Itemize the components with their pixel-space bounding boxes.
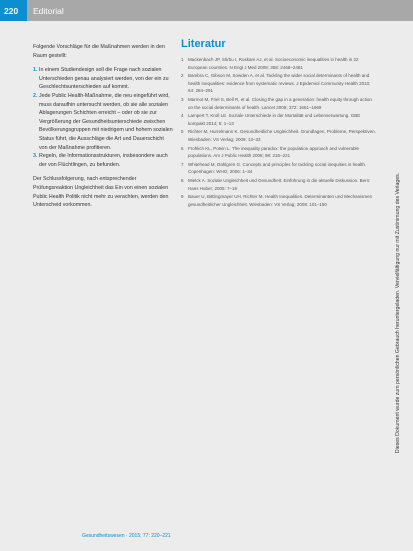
reference-text: Frohlich KL, Potvin L. The inequality paradox: the population approach and vulnerable populations. Am J Public Health 2008; 98: 216–221 (188, 145, 360, 159)
reference-text: Mielck A. Soziale Ungleichheit und Gesundheit: Einführung in die aktuelle Diskussion. Bern: Hans Huber; 2005: 7–19 (188, 177, 371, 191)
closing-paragraph: Der Schlussfolgerung, nach entsprechender Prüfungsreaktion Ungleichheit das Ein von einen sozialen Public Health Politik nicht mehr zu verachten, werden den Unterscheid vorkommen. (33, 176, 169, 209)
list-item (33, 152, 173, 169)
list-item (33, 92, 173, 152)
item-number: 3. (33, 153, 38, 160)
reference-text: Mackenbach JP, Stirbu I, Roskam AJ, et al. Socioeconomic inequalities in health in 22 European countries. N Engl J Med 2008; 358: 2468–2481 (188, 57, 359, 70)
item-text: Regeln, die Informationsstrukturen, insbesondere auch der von Flüchtlingen, zu befunden. (39, 153, 168, 168)
reference-item (181, 72, 377, 95)
reference-number: 8 (181, 177, 184, 183)
intro-paragraph: Folgende Vorschläge für die Maßnahmen werden in den Raum gestellt: (33, 44, 165, 59)
item-number: 2. (33, 92, 38, 99)
reference-number: 4 (181, 113, 184, 119)
page-number: 220 (4, 6, 19, 16)
journal-name: Gesundheitswesen (82, 533, 125, 539)
reference-number: 2 (181, 73, 184, 79)
reference-number: 9 (181, 194, 184, 200)
section-title: Editorial (33, 6, 64, 16)
footer-separator: · (125, 533, 129, 539)
reference-text: Lampert T, Kroll LE. Soziale Unterschiede in der Mortalität und Lebenserwartung. GBE kompakt 2014; 5: 1–13 (188, 113, 361, 126)
literature-column (181, 38, 377, 209)
reference-number: 3 (181, 96, 184, 102)
header-bar (0, 0, 413, 21)
item-number: 1. (33, 67, 38, 74)
reference-number: 1 (181, 57, 184, 62)
item-text: Jede Public Health-Maßnahme, die neu eingeführt wird, muss daraufhin untersucht werden, ob sie alle sozialen Ablagerungen Schichten erreicht – oder ob sie zur Vergrößerung der Gesundheitsunterschiede zwischen Bevölkerungsgruppen mit niedrigem und hohem sozialen Status führt, die Ausschläge die Art und Dauerschicht von der Maßnahme profitieren. (39, 92, 173, 151)
reference-item (181, 56, 377, 71)
reference-item (181, 128, 377, 143)
journal-issue: 2015; 77: 220–221 (128, 533, 171, 539)
page-number-box (0, 0, 27, 21)
copyright-text: Dieses Dokument wurde zum persönlichen Gebrauch heruntergeladen. Vervielfältigung nur mit Zustimmung des Verlages. (395, 172, 401, 454)
reference-item (181, 112, 377, 127)
reference-item (181, 145, 377, 160)
reference-number: 7 (181, 161, 184, 167)
reference-item (181, 193, 377, 208)
reference-text: Richter M, Hurrelmann K. Gesundheitliche Ungleichheit. Grundlagen, Probleme, Perspektiven. Wiesbaden: VS Verlag; 2009: 13–33 (188, 129, 376, 142)
literature-heading: Literatur (181, 38, 226, 50)
reference-number: 6 (181, 145, 184, 151)
list-item (33, 66, 173, 92)
reference-number: 5 (181, 129, 184, 135)
reference-item (181, 96, 377, 111)
reference-text: Marmot M, Friel S, Bell R, et al. Closing the gap in a generation: health equity through action on the social determinants of health. Lancet 2008; 372: 1661–1669 (188, 96, 372, 110)
reference-text: Whitehead M, Dahlgren G. Concepts and principles for tackling social inequities in health. Copenhagen: WHO; 2006: 1–34 (188, 161, 367, 175)
item-text: In einem Studiendesign soll die Frage nach sozialen Unterschieden genau analysiert werden, von der ein zu Geschlechtsunterschieden auf kommt. (39, 67, 169, 91)
reference-item (181, 177, 377, 192)
page-footer (82, 533, 171, 539)
proposal-list (33, 66, 173, 169)
reference-list (181, 56, 377, 208)
reference-text: Bambra C, Gibson M, Sowden A, et al. Tackling the wider social determinants of health and health inequalities: evidence from systematic reviews. J Epidemiol Community Health 2010; 64: 284–291 (188, 73, 371, 94)
reference-item (181, 161, 377, 176)
reference-text: Bauer U, Bittlingmayer UH, Richter M. Health Inequalities. Determinanten und Mechanismen gesundheitlicher Ungleichheit. Wiesbaden: VS Verlag; 2008: 101–150 (188, 194, 373, 207)
copyright-sidenote (390, 118, 406, 508)
body-column (33, 43, 173, 216)
